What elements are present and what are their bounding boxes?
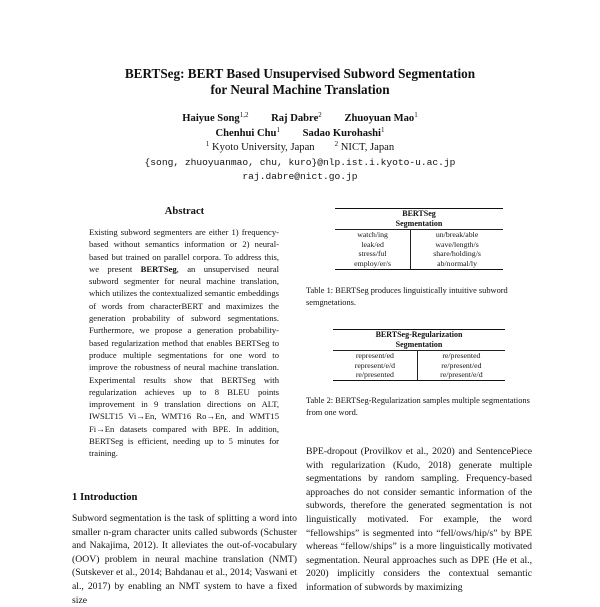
introduction-text: Subword segmentation is the task of splitting a word into smaller n-gram character units called subwords (Schuster and Nakajima, 2012). It alleviates the out-of-vocabulary (OOV) problem in neural machine translation (NMT) (Sutskever et al., 2014; Bahdanau et al., 2014; Vaswani et al., 2017) by enabling an NMT system to have a fixed size (72, 513, 297, 606)
author-affiliation-mark: 1 (381, 125, 385, 134)
table-1-cell: un/break/able (411, 230, 503, 240)
author-line-1 (60, 112, 540, 127)
table-1-cell: watch/ing (335, 230, 411, 240)
author-affiliation-mark: 2 (318, 111, 322, 119)
title-line-2: for Neural Machine Translation (210, 82, 390, 97)
abstract-bold-term: BERTSeg (140, 263, 177, 274)
table-1-cell: employ/er/s (335, 259, 411, 269)
table-1-cell: stress/ful (335, 249, 411, 259)
author-name: Raj Dabre (271, 113, 319, 124)
author-name: Sadao Kurohashi (302, 127, 382, 139)
author-line-2 (60, 127, 540, 142)
email-line-2: raj.dabre@nict.go.jp (242, 171, 358, 182)
table-1-caption: Table 1: BERTSeg produces linguistically intuitive subword semgnetations. (306, 286, 508, 307)
table-2-cell: represent/e/d (333, 361, 417, 371)
author-affiliation-mark: 1,2 (239, 111, 249, 119)
table-1-cell: ab/normal/ly (411, 259, 503, 269)
table-1 (335, 208, 503, 270)
affiliation-mark: 2 (334, 140, 339, 148)
affiliation-name: NICT, Japan (340, 142, 395, 153)
affiliation-mark: 1 (205, 140, 210, 148)
author-affiliation-mark: 1 (276, 125, 280, 134)
abstract-text-part-2: , an unsupervised neural subword segmenter for neural machine translation, which utilizes the contextualized semantic embeddings of words from characterBERT and maximizes the generation probability of subword segmentations. Furthermore, we propose a generation probability-based regularization method that enables BERTSeg to produce multiple segmentations for one word to improve the robustness of neural machine translation. Experimental results show that BERTSeg with regularization achieves up to 8 BLEU points improvement in 9 translation directions on ALT, IWSLT15 Vi→En, WMT16 Ro→En, and WMT15 Fi→En datasets compared with BPE. In addition, BERTSeg is efficient, needing up to 5 minutes for training. (89, 263, 279, 459)
author-name: Haiyue Song (182, 113, 240, 124)
table-1-cell: share/holding/s (433, 249, 481, 259)
table-2-cell: re/present/e/d (417, 370, 505, 380)
email-line-1: {song, zhuoyuanmao, chu, kuro}@nlp.ist.i.kyoto-u.ac.jp (144, 156, 456, 168)
table-2-header-2: Segmentation (395, 340, 443, 349)
table-2-cell: re/present/ed (441, 360, 482, 370)
paper-title (60, 66, 540, 98)
author-name: Zhuoyuan Mao (344, 113, 415, 124)
table-1-cell: wave/length/s (435, 239, 479, 249)
abstract-text-part-1: Existing subword segmenters are either 1) frequency-based without semantics information or 2) neural-based but trained on parallel corpora. To address this, we present (89, 227, 279, 274)
table-1-cell: leak/ed (335, 240, 411, 250)
table-2-caption: Table 2: BERTSeg-Regularization samples multiple segmentations from one word. (306, 396, 530, 417)
table-2-cell: represent/ed (333, 351, 417, 361)
table-1-header-2: Segmentation (395, 219, 443, 228)
abstract-text (89, 226, 279, 460)
abstract-heading: Abstract (164, 206, 205, 217)
title-line-1: BERTSeg: BERT Based Unsupervised Subword Segmentation (124, 66, 476, 81)
author-block (60, 112, 540, 185)
author-name: Chenhui Chu (215, 127, 277, 139)
right-column-text: BPE-dropout (Provilkov et al., 2020) and SentencePiece with regularization (Kudo, 2018) generate multiple segmentations by random sampling. Frequency-based approaches do not consider semantic information of the subwords, therefore the generated segmentation is not linguistically motivated. For example, the word “fellowships” is segmented into “fell/ows/hip/s” by BPE whereas “fellow/ships” is a more linguistically motivated segmentation. Neural approaches such as DPE (He et al., 2020) implicitly considers the contextual semantic information of subwords by maximizing (306, 446, 532, 593)
table-2 (333, 329, 505, 381)
table-2-cell: re/presented (333, 370, 417, 380)
table-2-header-1: BERTSeg-Regularization (375, 330, 463, 339)
affiliation-line (60, 141, 540, 156)
section-heading-introduction: 1 Introduction (72, 492, 138, 503)
table-1-header-1: BERTSeg (402, 209, 436, 218)
table-2-cell: re/presented (417, 351, 505, 361)
author-affiliation-mark: 1 (414, 111, 418, 119)
affiliation-name: Kyoto University, Japan (212, 142, 315, 153)
